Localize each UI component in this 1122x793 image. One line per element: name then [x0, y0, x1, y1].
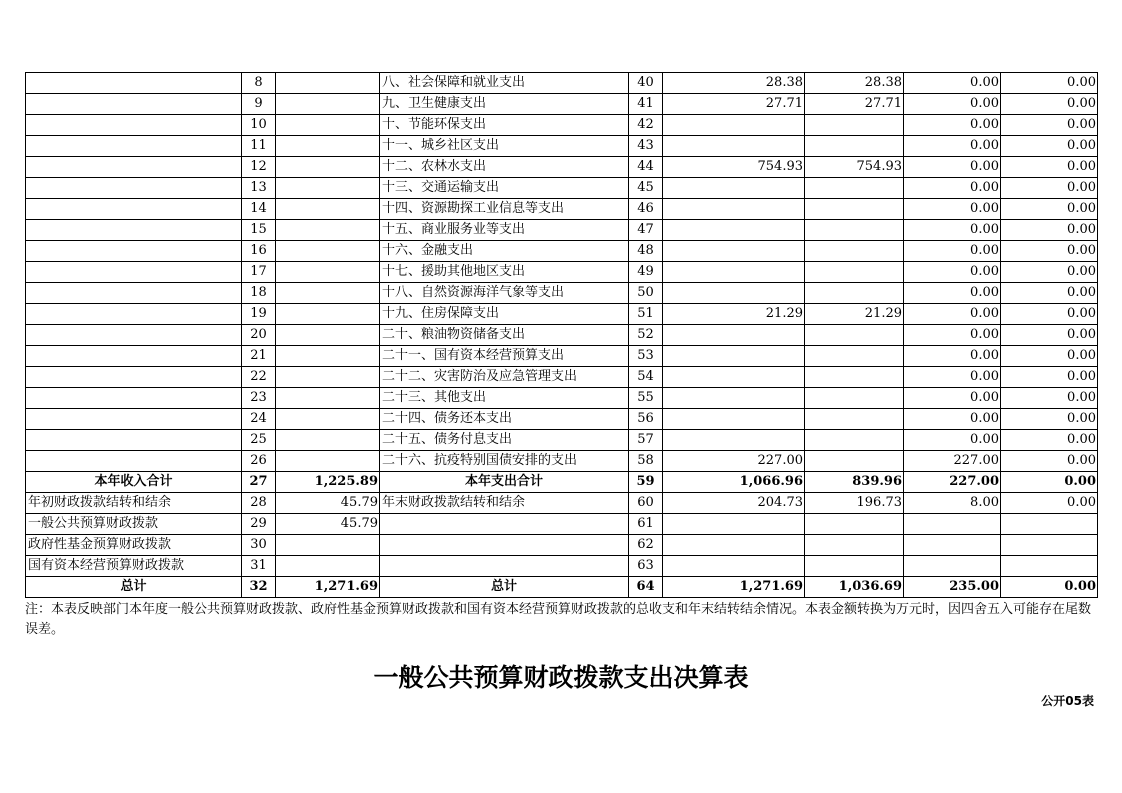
income-amount-cell	[276, 409, 380, 430]
expense-line-no-cell: 57	[629, 430, 663, 451]
expense-state-capital-cell: 0.00	[1001, 409, 1098, 430]
expense-item-cell: 十、节能环保支出	[380, 115, 629, 136]
expense-state-capital-cell: 0.00	[1001, 493, 1098, 514]
table-row	[26, 115, 1098, 136]
expense-state-capital-cell: 0.00	[1001, 346, 1098, 367]
expense-state-capital-cell: 0.00	[1001, 388, 1098, 409]
income-line-no-cell: 32	[242, 577, 276, 598]
table-row	[26, 535, 1098, 556]
income-amount-cell: 1,225.89	[276, 472, 380, 493]
income-amount-cell	[276, 451, 380, 472]
expense-line-no-cell: 42	[629, 115, 663, 136]
table-row	[26, 199, 1098, 220]
income-item-cell	[26, 430, 242, 451]
income-amount-cell	[276, 388, 380, 409]
income-line-no-cell: 22	[242, 367, 276, 388]
expense-gov-fund-cell: 0.00	[904, 73, 1001, 94]
expense-state-capital-cell: 0.00	[1001, 73, 1098, 94]
income-amount-cell: 1,271.69	[276, 577, 380, 598]
expense-item-cell	[380, 514, 629, 535]
expense-state-capital-cell: 0.00	[1001, 367, 1098, 388]
expense-general-budget-cell: 27.71	[805, 94, 904, 115]
income-amount-cell	[276, 199, 380, 220]
income-amount-cell	[276, 73, 380, 94]
expense-general-budget-cell	[805, 556, 904, 577]
income-item-cell	[26, 73, 242, 94]
expense-item-cell: 十四、资源勘探工业信息等支出	[380, 199, 629, 220]
expense-total-cell: 27.71	[663, 94, 805, 115]
income-item-cell	[26, 199, 242, 220]
expense-total-cell	[663, 262, 805, 283]
next-table-code: 公开05表	[1041, 694, 1094, 708]
expense-general-budget-cell: 28.38	[805, 73, 904, 94]
expense-state-capital-cell: 0.00	[1001, 472, 1098, 493]
income-amount-cell	[276, 346, 380, 367]
income-line-no-cell: 15	[242, 220, 276, 241]
next-table-title: 一般公共预算财政拨款支出决算表	[373, 663, 749, 692]
expense-total-cell: 1,271.69	[663, 577, 805, 598]
expense-line-no-cell: 50	[629, 283, 663, 304]
expense-general-budget-cell: 754.93	[805, 157, 904, 178]
income-amount-cell	[276, 304, 380, 325]
income-amount-cell	[276, 178, 380, 199]
expense-item-cell: 二十一、国有资本经营预算支出	[380, 346, 629, 367]
expense-gov-fund-cell: 235.00	[904, 577, 1001, 598]
income-line-no-cell: 25	[242, 430, 276, 451]
expense-general-budget-cell: 1,036.69	[805, 577, 904, 598]
table-row	[26, 493, 1098, 514]
income-amount-cell	[276, 220, 380, 241]
income-item-cell	[26, 136, 242, 157]
table-row	[26, 178, 1098, 199]
expense-state-capital-cell: 0.00	[1001, 577, 1098, 598]
expense-gov-fund-cell: 0.00	[904, 94, 1001, 115]
expense-general-budget-cell	[805, 430, 904, 451]
expense-item-cell: 九、卫生健康支出	[380, 94, 629, 115]
table-row	[26, 73, 1098, 94]
expense-gov-fund-cell: 0.00	[904, 157, 1001, 178]
expense-general-budget-cell	[805, 220, 904, 241]
income-line-no-cell: 11	[242, 136, 276, 157]
expense-total-cell: 754.93	[663, 157, 805, 178]
income-amount-cell	[276, 241, 380, 262]
expense-item-cell: 二十二、灾害防治及应急管理支出	[380, 367, 629, 388]
expense-gov-fund-cell	[904, 514, 1001, 535]
expense-total-cell: 21.29	[663, 304, 805, 325]
expense-item-cell: 十八、自然资源海洋气象等支出	[380, 283, 629, 304]
expense-total-cell	[663, 409, 805, 430]
expense-line-no-cell: 60	[629, 493, 663, 514]
table-row	[26, 220, 1098, 241]
expense-state-capital-cell: 0.00	[1001, 241, 1098, 262]
expense-total-cell: 28.38	[663, 73, 805, 94]
income-line-no-cell: 19	[242, 304, 276, 325]
income-line-no-cell: 27	[242, 472, 276, 493]
income-item-cell	[26, 178, 242, 199]
income-line-no-cell: 17	[242, 262, 276, 283]
income-amount-cell	[276, 115, 380, 136]
table-row	[26, 157, 1098, 178]
table-row	[26, 409, 1098, 430]
budget-table	[25, 72, 1098, 598]
expense-general-budget-cell	[805, 409, 904, 430]
expense-general-budget-cell	[805, 451, 904, 472]
income-amount-cell	[276, 283, 380, 304]
expense-total-cell	[663, 325, 805, 346]
expense-total-cell	[663, 178, 805, 199]
expense-gov-fund-cell	[904, 556, 1001, 577]
income-item-cell: 本年收入合计	[26, 472, 242, 493]
expense-general-budget-cell	[805, 178, 904, 199]
expense-item-cell: 年末财政拨款结转和结余	[380, 493, 629, 514]
expense-state-capital-cell: 0.00	[1001, 94, 1098, 115]
expense-general-budget-cell	[805, 283, 904, 304]
expense-state-capital-cell: 0.00	[1001, 451, 1098, 472]
expense-line-no-cell: 63	[629, 556, 663, 577]
expense-gov-fund-cell: 227.00	[904, 451, 1001, 472]
expense-total-cell: 227.00	[663, 451, 805, 472]
expense-total-cell	[663, 220, 805, 241]
income-item-cell	[26, 346, 242, 367]
expense-gov-fund-cell: 0.00	[904, 430, 1001, 451]
expense-state-capital-cell	[1001, 556, 1098, 577]
expense-gov-fund-cell: 0.00	[904, 136, 1001, 157]
expense-gov-fund-cell	[904, 535, 1001, 556]
expense-gov-fund-cell: 0.00	[904, 409, 1001, 430]
expense-total-cell	[663, 367, 805, 388]
table-row	[26, 430, 1098, 451]
expense-total-cell	[663, 136, 805, 157]
income-line-no-cell: 29	[242, 514, 276, 535]
income-item-cell	[26, 157, 242, 178]
expense-item-cell: 十九、住房保障支出	[380, 304, 629, 325]
income-item-cell	[26, 451, 242, 472]
expense-state-capital-cell	[1001, 535, 1098, 556]
expense-state-capital-cell: 0.00	[1001, 283, 1098, 304]
expense-item-cell: 二十五、债务付息支出	[380, 430, 629, 451]
expense-state-capital-cell: 0.00	[1001, 262, 1098, 283]
table-row	[26, 283, 1098, 304]
expense-state-capital-cell: 0.00	[1001, 136, 1098, 157]
table-row	[26, 262, 1098, 283]
income-line-no-cell: 23	[242, 388, 276, 409]
expense-gov-fund-cell: 0.00	[904, 325, 1001, 346]
table-row	[26, 136, 1098, 157]
expense-general-budget-cell	[805, 325, 904, 346]
income-amount-cell	[276, 325, 380, 346]
expense-gov-fund-cell: 0.00	[904, 346, 1001, 367]
expense-line-no-cell: 46	[629, 199, 663, 220]
income-amount-cell	[276, 136, 380, 157]
income-line-no-cell: 8	[242, 73, 276, 94]
expense-line-no-cell: 62	[629, 535, 663, 556]
expense-item-cell: 二十三、其他支出	[380, 388, 629, 409]
expense-item-cell: 十七、援助其他地区支出	[380, 262, 629, 283]
expense-item-cell	[380, 535, 629, 556]
income-line-no-cell: 13	[242, 178, 276, 199]
expense-total-cell	[663, 430, 805, 451]
expense-gov-fund-cell: 0.00	[904, 178, 1001, 199]
expense-line-no-cell: 49	[629, 262, 663, 283]
expense-general-budget-cell	[805, 388, 904, 409]
income-line-no-cell: 10	[242, 115, 276, 136]
expense-line-no-cell: 56	[629, 409, 663, 430]
expense-line-no-cell: 44	[629, 157, 663, 178]
expense-general-budget-cell	[805, 535, 904, 556]
expense-gov-fund-cell: 0.00	[904, 241, 1001, 262]
expense-item-cell: 二十六、抗疫特别国债安排的支出	[380, 451, 629, 472]
expense-gov-fund-cell: 0.00	[904, 199, 1001, 220]
expense-line-no-cell: 51	[629, 304, 663, 325]
income-amount-cell: 45.79	[276, 514, 380, 535]
expense-general-budget-cell: 839.96	[805, 472, 904, 493]
expense-line-no-cell: 45	[629, 178, 663, 199]
expense-state-capital-cell: 0.00	[1001, 304, 1098, 325]
expense-gov-fund-cell: 0.00	[904, 367, 1001, 388]
expense-total-cell	[663, 535, 805, 556]
expense-general-budget-cell: 21.29	[805, 304, 904, 325]
income-line-no-cell: 18	[242, 283, 276, 304]
expense-total-cell	[663, 346, 805, 367]
income-amount-cell	[276, 430, 380, 451]
table-row	[26, 514, 1098, 535]
expense-gov-fund-cell: 227.00	[904, 472, 1001, 493]
expense-gov-fund-cell: 0.00	[904, 304, 1001, 325]
income-item-cell	[26, 409, 242, 430]
expense-total-cell	[663, 388, 805, 409]
expense-total-cell: 1,066.96	[663, 472, 805, 493]
income-item-cell	[26, 115, 242, 136]
expense-line-no-cell: 52	[629, 325, 663, 346]
expense-gov-fund-cell: 0.00	[904, 262, 1001, 283]
expense-item-cell: 十三、交通运输支出	[380, 178, 629, 199]
expense-state-capital-cell: 0.00	[1001, 325, 1098, 346]
expense-state-capital-cell: 0.00	[1001, 157, 1098, 178]
expense-general-budget-cell	[805, 241, 904, 262]
income-amount-cell	[276, 94, 380, 115]
income-item-cell: 总计	[26, 577, 242, 598]
income-line-no-cell: 26	[242, 451, 276, 472]
income-item-cell: 政府性基金预算财政拨款	[26, 535, 242, 556]
expense-general-budget-cell	[805, 199, 904, 220]
expense-line-no-cell: 53	[629, 346, 663, 367]
expense-line-no-cell: 54	[629, 367, 663, 388]
expense-general-budget-cell	[805, 262, 904, 283]
expense-item-cell: 二十、粮油物资储备支出	[380, 325, 629, 346]
income-item-cell: 国有资本经营预算财政拨款	[26, 556, 242, 577]
income-item-cell: 年初财政拨款结转和结余	[26, 493, 242, 514]
expense-total-cell	[663, 556, 805, 577]
expense-gov-fund-cell: 0.00	[904, 115, 1001, 136]
expense-line-no-cell: 48	[629, 241, 663, 262]
expense-total-cell	[663, 514, 805, 535]
expense-general-budget-cell	[805, 514, 904, 535]
expense-line-no-cell: 41	[629, 94, 663, 115]
expense-item-cell: 本年支出合计	[380, 472, 629, 493]
expense-general-budget-cell	[805, 136, 904, 157]
income-amount-cell	[276, 367, 380, 388]
income-amount-cell	[276, 262, 380, 283]
income-line-no-cell: 9	[242, 94, 276, 115]
expense-item-cell: 十一、城乡社区支出	[380, 136, 629, 157]
income-line-no-cell: 14	[242, 199, 276, 220]
expense-gov-fund-cell: 8.00	[904, 493, 1001, 514]
expense-line-no-cell: 61	[629, 514, 663, 535]
income-item-cell	[26, 388, 242, 409]
table-row	[26, 367, 1098, 388]
table-row	[26, 241, 1098, 262]
table-row	[26, 472, 1098, 493]
expense-line-no-cell: 43	[629, 136, 663, 157]
income-amount-cell: 45.79	[276, 493, 380, 514]
expense-item-cell: 十五、商业服务业等支出	[380, 220, 629, 241]
expense-total-cell	[663, 241, 805, 262]
income-line-no-cell: 30	[242, 535, 276, 556]
expense-line-no-cell: 40	[629, 73, 663, 94]
expense-total-cell	[663, 115, 805, 136]
expense-state-capital-cell: 0.00	[1001, 220, 1098, 241]
income-line-no-cell: 28	[242, 493, 276, 514]
income-line-no-cell: 21	[242, 346, 276, 367]
income-item-cell	[26, 220, 242, 241]
expense-line-no-cell: 47	[629, 220, 663, 241]
expense-line-no-cell: 55	[629, 388, 663, 409]
income-line-no-cell: 24	[242, 409, 276, 430]
expense-general-budget-cell	[805, 115, 904, 136]
expense-state-capital-cell	[1001, 514, 1098, 535]
income-amount-cell	[276, 556, 380, 577]
expense-gov-fund-cell: 0.00	[904, 220, 1001, 241]
expense-item-cell: 八、社会保障和就业支出	[380, 73, 629, 94]
expense-state-capital-cell: 0.00	[1001, 115, 1098, 136]
expense-gov-fund-cell: 0.00	[904, 283, 1001, 304]
income-item-cell	[26, 262, 242, 283]
income-item-cell	[26, 325, 242, 346]
expense-gov-fund-cell: 0.00	[904, 388, 1001, 409]
expense-general-budget-cell	[805, 367, 904, 388]
table-row	[26, 94, 1098, 115]
income-item-cell: 一般公共预算财政拨款	[26, 514, 242, 535]
table-row	[26, 451, 1098, 472]
income-item-cell	[26, 241, 242, 262]
table-note: 注：本表反映部门本年度一般公共预算财政拨款、政府性基金预算财政拨款和国有资本经营预算财政拨款的总收支和年末结转结余情况。本表金额转换为万元时，因四舍五入可能存在尾数误差。	[25, 602, 1092, 637]
expense-line-no-cell: 64	[629, 577, 663, 598]
expense-item-cell	[380, 556, 629, 577]
expense-item-cell: 二十四、债务还本支出	[380, 409, 629, 430]
expense-state-capital-cell: 0.00	[1001, 199, 1098, 220]
income-item-cell	[26, 304, 242, 325]
income-item-cell	[26, 367, 242, 388]
table-row	[26, 556, 1098, 577]
income-line-no-cell: 20	[242, 325, 276, 346]
income-line-no-cell: 12	[242, 157, 276, 178]
expense-item-cell: 十二、农林水支出	[380, 157, 629, 178]
expense-total-cell	[663, 199, 805, 220]
expense-item-cell: 总计	[380, 577, 629, 598]
table-row	[26, 346, 1098, 367]
expense-general-budget-cell	[805, 346, 904, 367]
income-line-no-cell: 31	[242, 556, 276, 577]
income-item-cell	[26, 283, 242, 304]
table-row	[26, 388, 1098, 409]
expense-state-capital-cell: 0.00	[1001, 430, 1098, 451]
expense-item-cell: 十六、金融支出	[380, 241, 629, 262]
income-item-cell	[26, 94, 242, 115]
table-row	[26, 304, 1098, 325]
expense-line-no-cell: 58	[629, 451, 663, 472]
income-line-no-cell: 16	[242, 241, 276, 262]
income-amount-cell	[276, 157, 380, 178]
expense-state-capital-cell: 0.00	[1001, 178, 1098, 199]
expense-total-cell: 204.73	[663, 493, 805, 514]
income-amount-cell	[276, 535, 380, 556]
expense-general-budget-cell: 196.73	[805, 493, 904, 514]
table-row	[26, 577, 1098, 598]
expense-line-no-cell: 59	[629, 472, 663, 493]
expense-total-cell	[663, 283, 805, 304]
table-row	[26, 325, 1098, 346]
